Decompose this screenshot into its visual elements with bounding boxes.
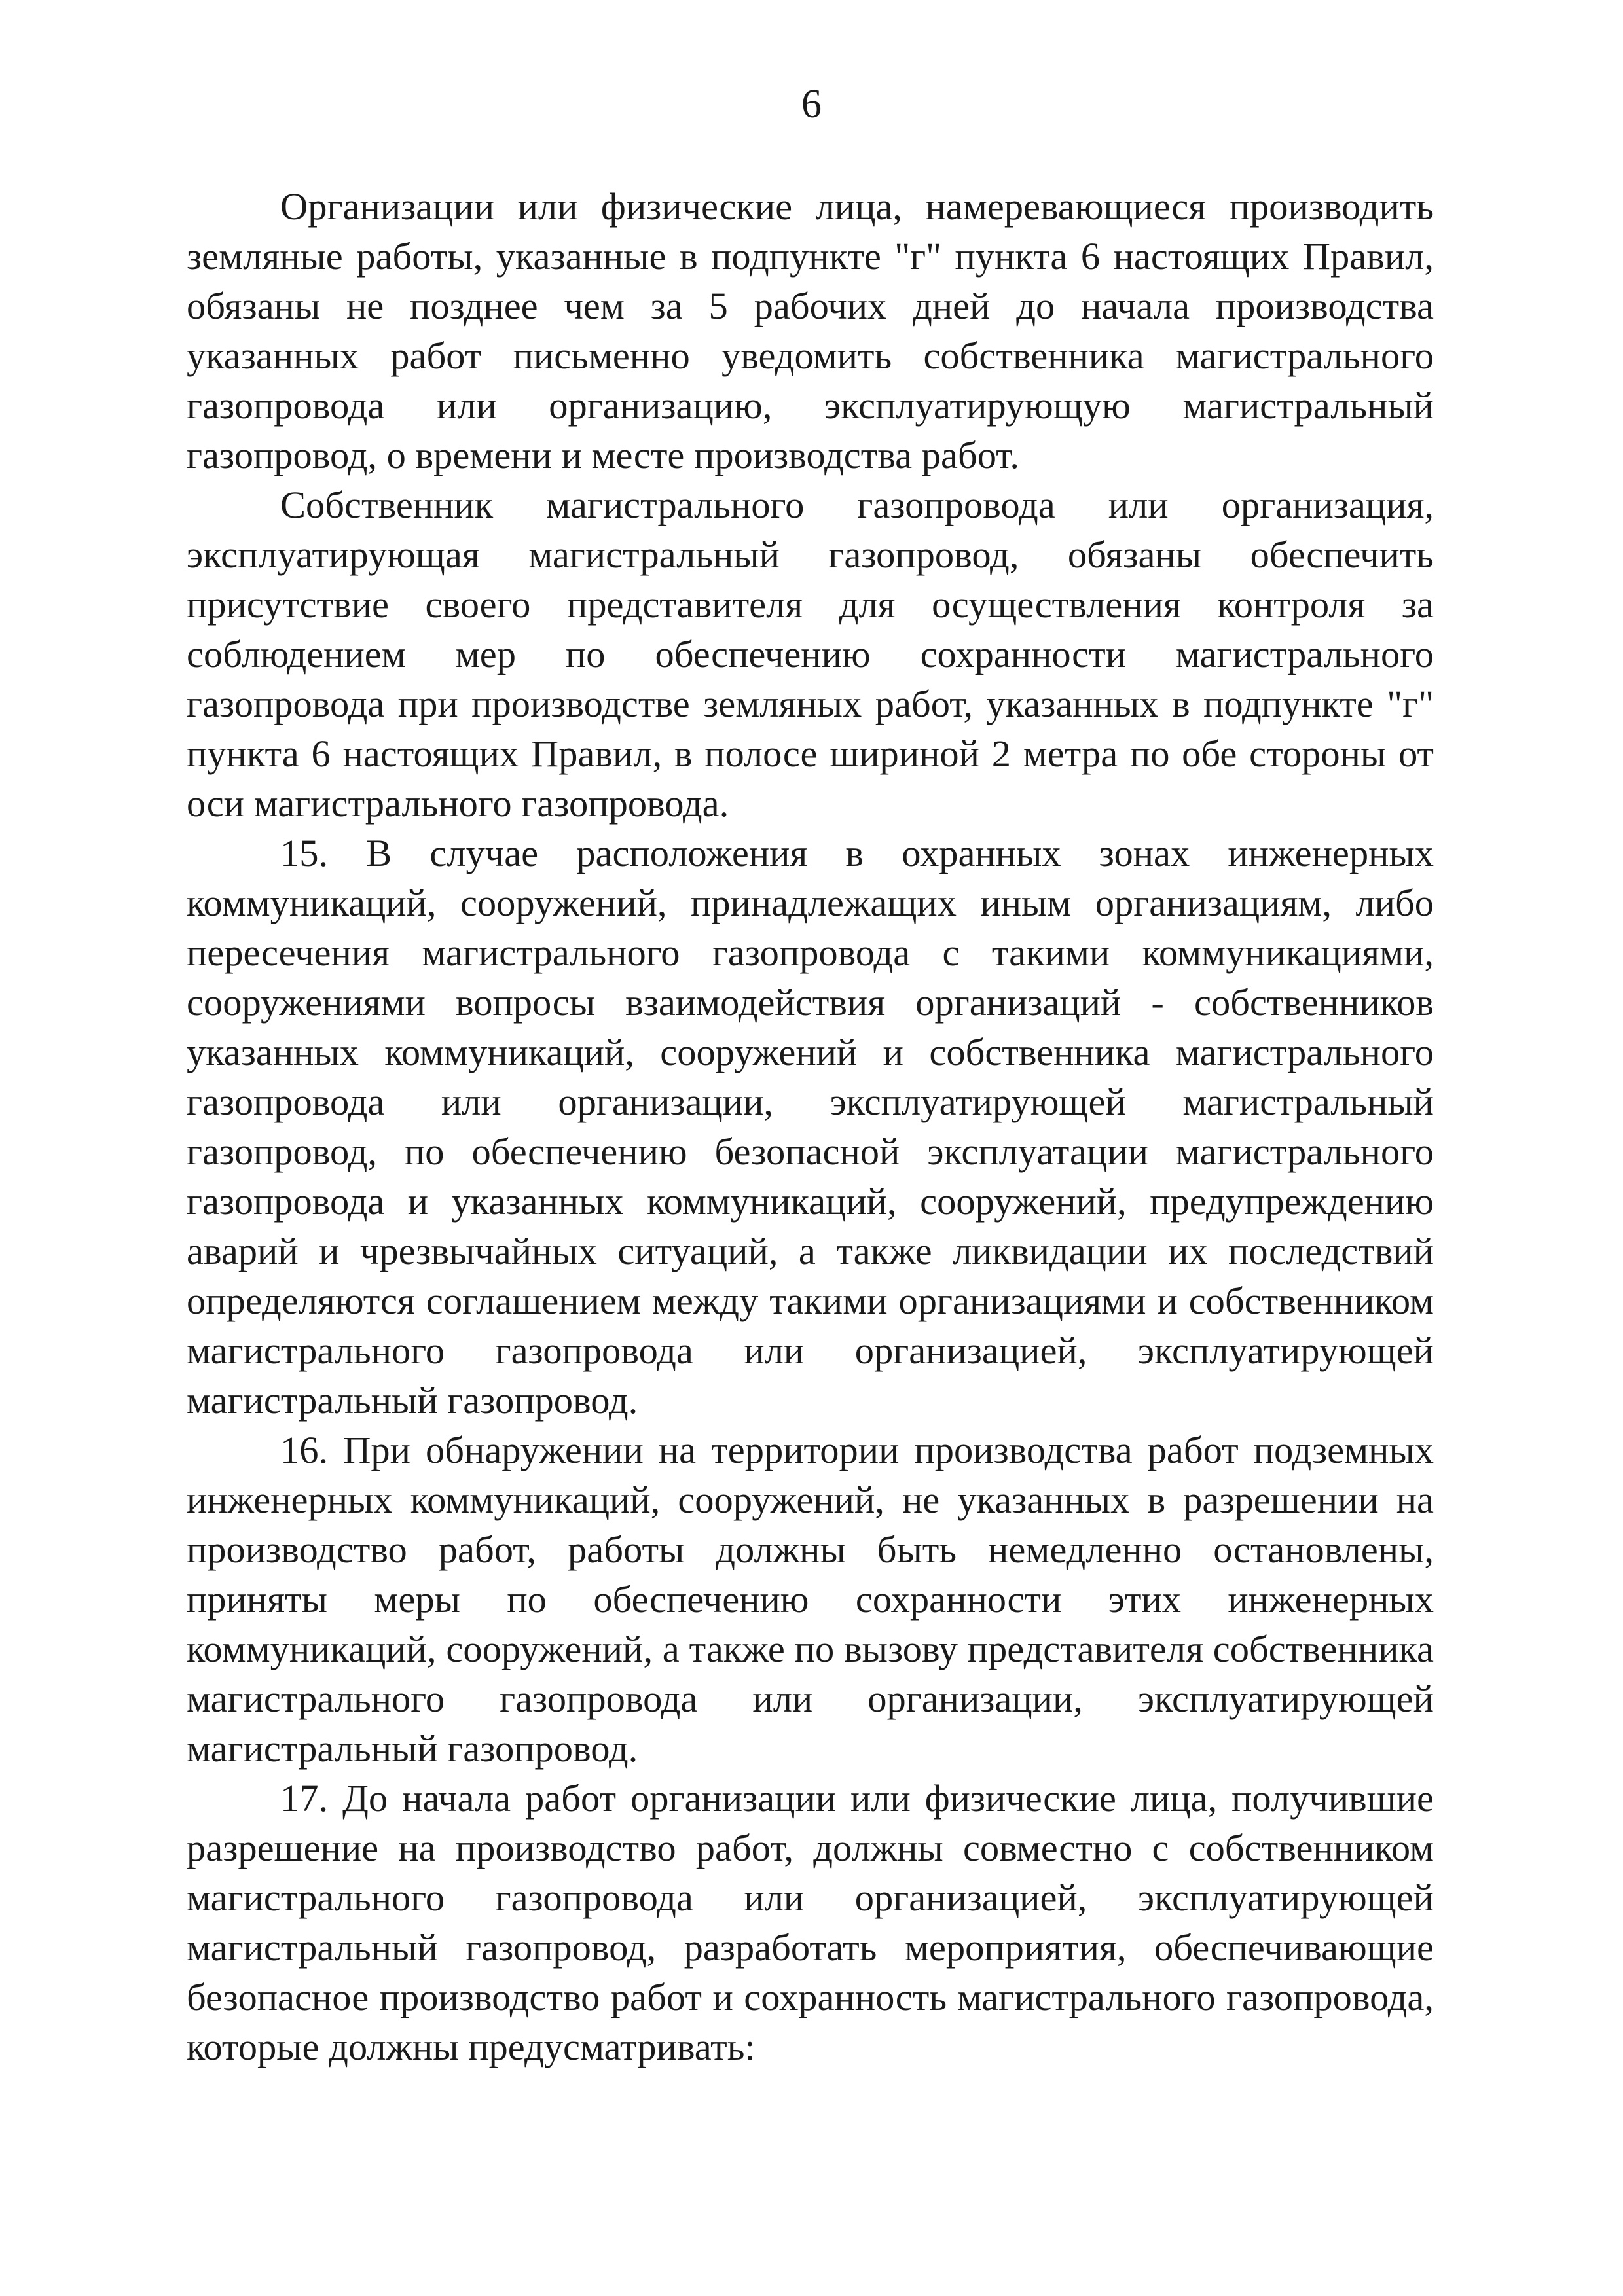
paragraph-owner-representative-presence: Собственник магистрального газопровода или организация, эксплуатирующая магистральный газопровод, обязаны обеспечить присутствие своего представителя для осуществления контроля за соблюдением мер по обеспечению сохранности магистрального газопровода при производстве земляных работ, указанных в подпункте "г" пункта 6 настоящих Правил, в полосе шириной 2 метра по обе стороны от оси магистрального газопровода. <box>187 484 1434 825</box>
paragraph-notification-of-earthworks: Организации или физические лица, намеревающиеся производить земляные работы, указанные в подпункте "г" пункта 6 настоящих Правил, обязаны не позднее чем за 5 рабочих дней до начала производства указанных работ письменно уведомить собственника магистрального газопровода или организацию, эксплуатирующую магистральный газопровод, о времени и месте производства работ. <box>187 185 1434 476</box>
paragraph-15-engineering-communications: 15. В случае расположения в охранных зонах инженерных коммуникаций, сооружений, принадлежащих иным организациям, либо пересечения магистрального газопровода с такими коммуникациями, сооружениями вопросы взаимодействия организаций - собственников указанных коммуникаций, сооружений и собственника магистрального газопровода или организации, эксплуатирующей магистральный газопровод, по обеспечению безопасной эксплуатации магистрального газопровода и указанных коммуникаций, сооружений, предупреждению аварий и чрезвычайных ситуаций, а также ликвидации их последствий определяются соглашением между такими организациями и собственником магистрального газопровода или организацией, эксплуатирующей магистральный газопровод. <box>187 832 1434 1422</box>
page-number: 6 <box>801 82 822 126</box>
paragraph-17-safety-measures: 17. До начала работ организации или физические лица, получившие разрешение на производство работ, должны совместно с собственником магистрального газопровода или организацией, эксплуатирующей магистральный газопровод, разработать мероприятия, обеспечивающие безопасное производство работ и сохранность магистрального газопровода, которые должны предусматривать: <box>187 1777 1434 2068</box>
document-body <box>187 182 1434 2072</box>
paragraph-16-discovery-of-communications: 16. При обнаружении на территории производства работ подземных инженерных коммуникаций, сооружений, не указанных в разрешении на производство работ, работы должны быть немедленно остановлены, приняты меры по обеспечению сохранности этих инженерных коммуникаций, сооружений, а также по вызову представителя собственника магистрального газопровода или организации, эксплуатирующей магистральный газопровод. <box>187 1429 1434 1770</box>
